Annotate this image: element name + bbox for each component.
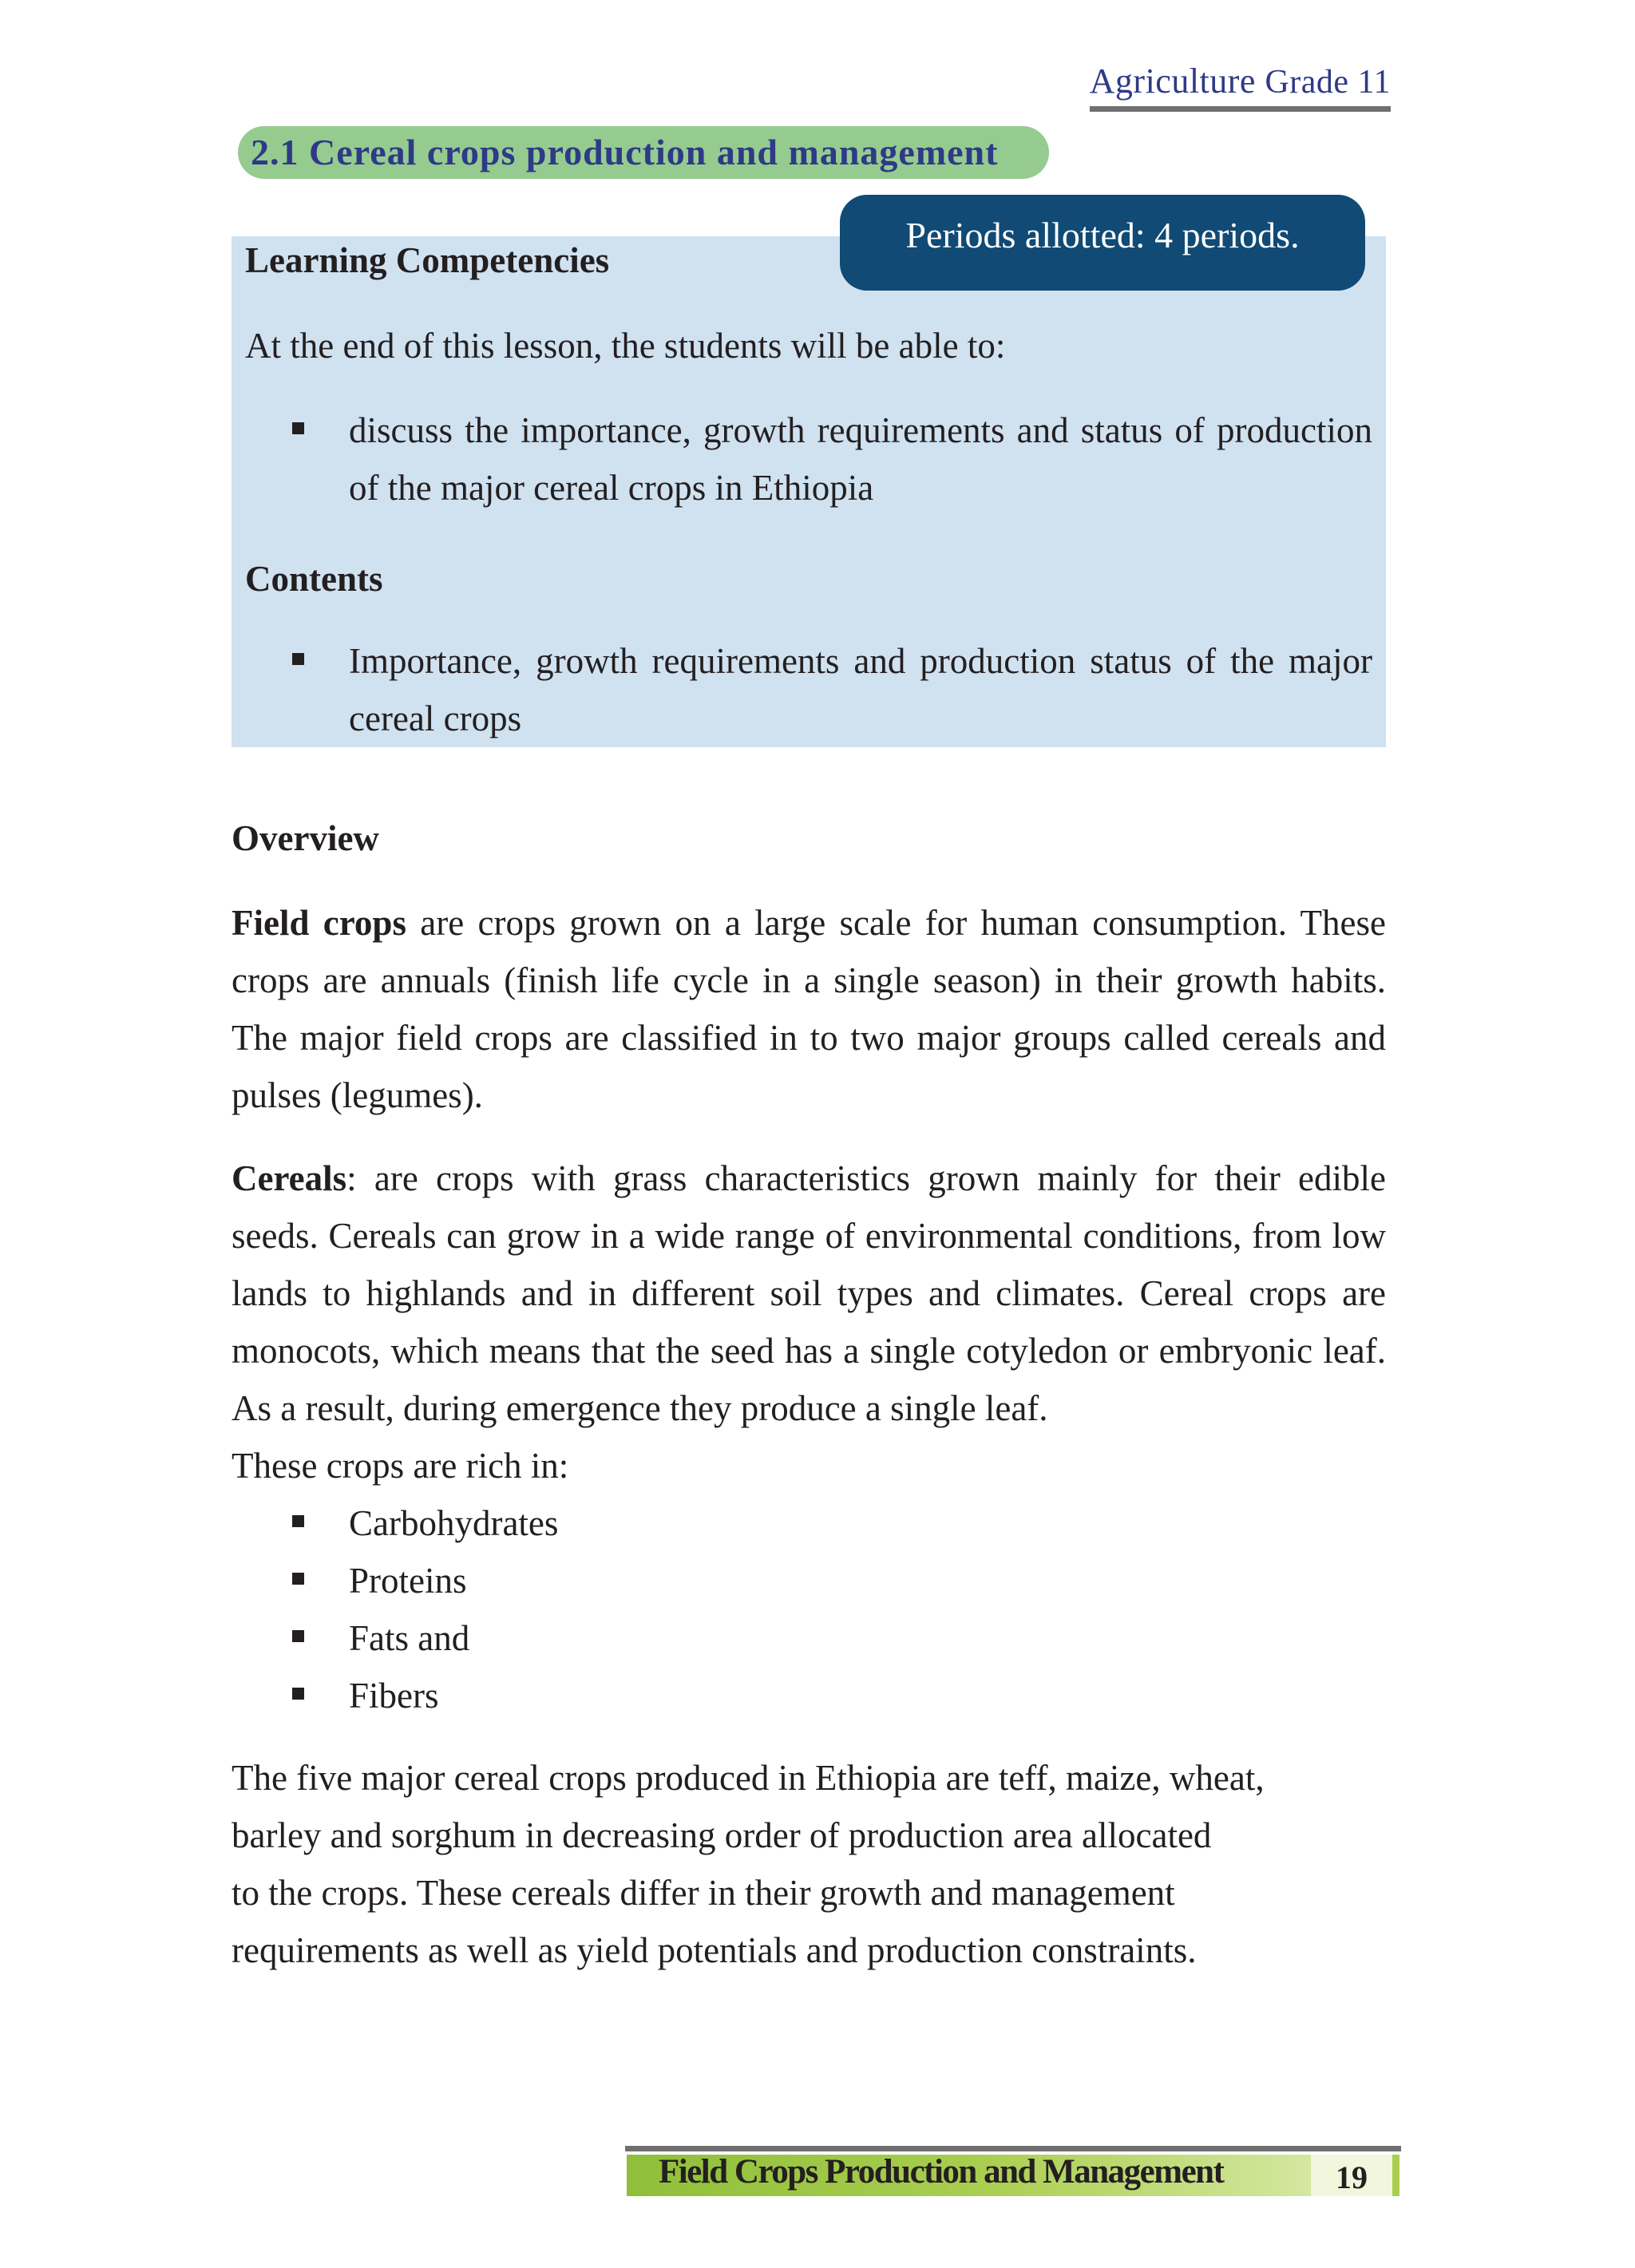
- closing-line: to the crops. These cereals differ in their growth and management: [232, 1873, 1175, 1913]
- header-subject: Agriculture: [1089, 61, 1256, 101]
- rich-in-intro: These crops are rich in:: [232, 1446, 569, 1486]
- nutrient-item: Proteins: [349, 1561, 467, 1601]
- page-number: 19: [1336, 2159, 1368, 2195]
- objective-item: discuss the importance, growth requirements and status of production of the major cereal crops in Ethiopia: [349, 410, 1372, 508]
- footer-rule: [625, 2146, 1401, 2151]
- nutrient-bullet-icon: [292, 1630, 304, 1642]
- header-grade: Grade 11: [1265, 64, 1391, 101]
- overview-heading: Overview: [232, 818, 379, 858]
- cereals-term: Cereals: [232, 1158, 347, 1198]
- nutrient-item: Fibers: [349, 1676, 439, 1716]
- nutrient-bullet-icon: [292, 1573, 304, 1585]
- nutrient-bullet-icon: [292, 1688, 304, 1700]
- cereals-paragraph: [232, 1150, 1386, 1437]
- nutrient-bullet-icon: [292, 1515, 304, 1527]
- field-crops-paragraph: [232, 894, 1386, 1124]
- nutrient-item: Fats and: [349, 1618, 470, 1658]
- section-title: 2.1 Cereal crops production and management: [238, 126, 1049, 179]
- learning-competencies-heading: Learning Competencies: [245, 240, 610, 280]
- closing-line: barley and sorghum in decreasing order of production area allocated: [232, 1815, 1212, 1855]
- footer-edge: [1392, 2155, 1399, 2196]
- closing-paragraph: [232, 1749, 1365, 1979]
- objective-bullet-icon: [292, 422, 304, 434]
- contents-heading: Contents: [245, 559, 383, 599]
- periods-allotted-badge: Periods allotted: 4 periods.: [840, 195, 1365, 291]
- closing-line: requirements as well as yield potentials and production constraints.: [232, 1930, 1197, 1970]
- nutrient-item: Carbohydrates: [349, 1503, 559, 1543]
- running-header: [1090, 61, 1391, 112]
- closing-line: The five major cereal crops produced in Ethiopia are teff, maize, wheat,: [232, 1758, 1265, 1798]
- field-crops-term: Field crops: [232, 903, 406, 943]
- contents-item: Importance, growth requirements and production status of the major cereal crops: [349, 641, 1372, 738]
- contents-bullet-icon: [292, 653, 304, 665]
- field-crops-text: are crops grown on a large scale for human consumption. These crops are annuals (finish life cycle in a single season) in their growth habits. The major field crops are classified in to two major groups called cereals and pulses (legumes).: [232, 903, 1386, 1115]
- competencies-intro: At the end of this lesson, the students will be able to:: [245, 326, 1006, 366]
- footer-chapter-title: Field Crops Production and Management: [659, 2153, 1224, 2191]
- cereals-text: : are crops with grass characteristics grown mainly for their edible seeds. Cereals can grow in a wide range of environmental conditions, from low lands to highlands and in different soil types and climates. Cereal crops are monocots, which means that the seed has a single cotyledon or embryonic leaf. As a result, during emergence they produce a single leaf.: [232, 1158, 1386, 1428]
